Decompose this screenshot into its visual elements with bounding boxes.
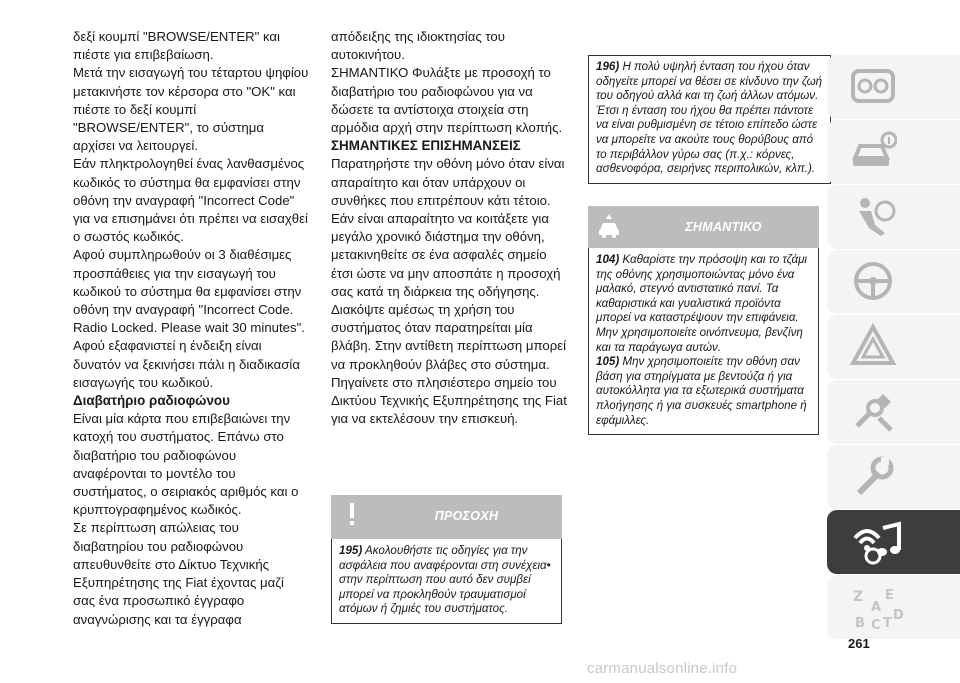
car-hand-icon [596,212,622,240]
paragraph: απόδειξης της ιδιοκτησίας του αυτοκινήτου. [331,29,505,63]
tab-maintenance[interactable] [827,380,960,444]
tab-index[interactable] [827,575,960,639]
note-number: 196) [596,60,620,73]
note-number: 195) [339,544,363,557]
svg-text:T: T [883,616,892,631]
tab-starting-driving[interactable] [827,250,960,314]
callout-header [331,495,562,539]
tab-dashboard[interactable] [827,55,960,119]
callout-body [588,248,819,435]
note-text: Ακολουθήστε τις οδηγίες για την ασφάλεια που αναφέρονται στη συνέχεια• στην περίπτωση που αυτό δεν συμβεί μπορεί να προκληθούν τραυματισμοί ατόμων ή ζημιές του συστήματος. [339,544,551,616]
svg-text:E: E [885,588,894,603]
index-icon [849,583,909,633]
paragraph: Εάν πληκτρολογηθεί ένας λανθασμένος κωδικός το σύστημα θα εμφανίσει στην οθόνη την αναγραφή "Incorrect Code" για να επισημάνει ότι πρέπει να εισαχθεί ο σωστός κωδικός. [73,156,308,245]
svg-text:C: C [871,618,881,633]
watermark-text: carmanualsonline.info [587,660,738,677]
column-middle [331,28,571,428]
tab-technical-data[interactable] [827,445,960,509]
airbag-safety-icon [849,193,897,239]
caution-callout [331,495,562,624]
service-tools-icon [849,388,897,434]
note-text: Η πολύ υψηλή ένταση του ήχου όταν οδηγείτε μπορεί να θέσει σε κίνδυνο την ζωή του οδηγού αλλά και τη ζωή άλλων ατόμων. Έτσι η ένταση του ήχου θα πρέπει πάντοτε να είναι ρυθμισμένη σε τέτοιο επίπεδο ώστε να μπορείτε να ακούτε τους θορύβους από το περιβάλλον γύρω σας (π.χ.: κόρνες, ασθενοφόρα, σειρήνες περιπολικών, κλπ.). [596,60,823,176]
svg-text:Z: Z [853,589,864,605]
volume-warning-note [588,55,831,184]
paragraph: Σε περίπτωση απώλειας του διαβατηρίου του ραδιοφώνου απευθυνθείτε στο Δίκτυο Τεχνικής Εξυπηρέτησης της Fiat έχοντας μαζί σας ένα προσωπικό έγγραφο αναγνώρισης και τα έγγραφα [73,520,284,627]
warning-triangle-icon [849,323,897,369]
note-text: Μην χρησιμοποιείτε την οθόνη σαν βάση για στηρίγματα με βεντούζα ή για αυτοκόλλητα για τα εξωτερικά συστήματα πλοήγησης ή για συσκευές smartphone ή εφάμιλλες. [596,355,807,427]
steering-wheel-icon [849,258,897,304]
warning-sign-icon [339,501,365,529]
paragraph: Είναι μία κάρτα που επιβεβαιώνει την κατοχή του συστήματος. Επάνω στο διαβατήριο του ραδιοφώνου αναφέρονται το μοντέλο του συστήματος, ο σειριακός αριθμός και ο κρυπτογραφημένος κωδικός. [73,411,299,518]
callout-title: ΣΗΜΑΝΤΙΚΟ [685,220,762,234]
chapter-tabs [827,55,960,640]
note-text: Καθαρίστε την πρόσοψη και το τζάμι της οθόνης χρησιμοποιώντας μόνο ένα μαλακό, στεγνό αντιστατικό πανί. Τα καθαριστικά και γυαλιστικά προϊόντα μπορεί να καταστρέψουν την επιφάνεια. Μην χρησιμοποιείτε οινόπνευμα, βενζίνη και τα παράγωγα αυτών. [596,253,807,354]
paragraph: Παρατηρήστε την οθόνη μόνο όταν είναι απαραίτητο και όταν υπάρχουν οι συνθήκες που επιτρέπουν κάτι τέτοιο. Εάν είναι απαραίτητο να κοιτάξετε για μεγάλο χρονικό διάστημα την οθόνη, μετακινηθείτε σε ένα ασφαλές σημείο έτσι ώστε να μην αποσπάτε η προσοχή σας κατά τη διάρκεια της οδήγησης. [331,156,565,299]
page-number: 261 [848,636,870,651]
column-left [73,28,309,629]
tab-emergency[interactable] [827,315,960,379]
car-info-icon [849,128,897,174]
multimedia-icon [849,518,905,566]
important-callout [588,206,819,435]
section-heading: ΣΗΜΑΝΤΙΚΕΣ ΕΠΙΣΗΜΑΝΣΕΙΣ [331,138,521,154]
tab-multimedia[interactable] [827,510,960,574]
callout-title: ΠΡΟΣΟΧΗ [434,509,499,523]
section-heading: Διαβατήριο ραδιοφώνου [73,393,230,409]
paragraph: ΣΗΜΑΝΤΙΚΟ Φυλάξτε με προσοχή το διαβατήριο του ραδιοφώνου για να δώσετε τα αντίστοιχα στοιχεία στη αρμόδια αρχή στην περίπτωση κλοπής. [331,65,563,136]
tab-car-info[interactable] [827,120,960,184]
note-number: 104) [596,253,620,266]
wrench-icon [849,453,897,499]
tab-safety[interactable] [827,185,960,249]
dashboard-icon [849,63,897,109]
svg-text:B: B [855,616,865,631]
paragraph: δεξί κουμπί "BROWSE/ENTER" και πιέστε για επιβεβαίωση. [73,29,280,63]
note-number: 105) [596,355,620,369]
svg-text:A: A [871,600,882,615]
callout-header [588,206,819,248]
callout-body [331,539,562,624]
paragraph: Αφού συμπληρωθούν οι 3 διαθέσιμες προσπάθειες για την εισαγωγή του κωδικού το σύστημα θα εμφανίσει στην οθόνη την αναγραφή "Incorrect Code. Radio Locked. Please wait 30 minutes". Αφού εξαφανιστεί η ένδειξη είναι δυνατόν να ξεκινήσει πάλι η διαδικασία εισαγωγής του κωδικού. [73,247,305,390]
paragraph: Μετά την εισαγωγή του τέταρτου ψηφίου μετακινήστε τον κέρσορα στο "OK" και πιέστε το δεξί κουμπί "BROWSE/ENTER", το σύστημα αρχίσει να λειτουργεί. [73,65,309,154]
paragraph: Διακόψτε αμέσως τη χρήση του συστήματος όταν παρατηρείται μία βλάβη. Στην αντίθετη περίπτωση μπορεί να προκληθούν βλάβες στο σύστημα. Πηγαίνετε στο πλησιέστερο σημείο του Δικτύου Τεχνικής Εξυπηρέτησης της Fiat για να εκτελέσουν την επισκευή. [331,302,567,427]
svg-text:D: D [893,608,904,623]
